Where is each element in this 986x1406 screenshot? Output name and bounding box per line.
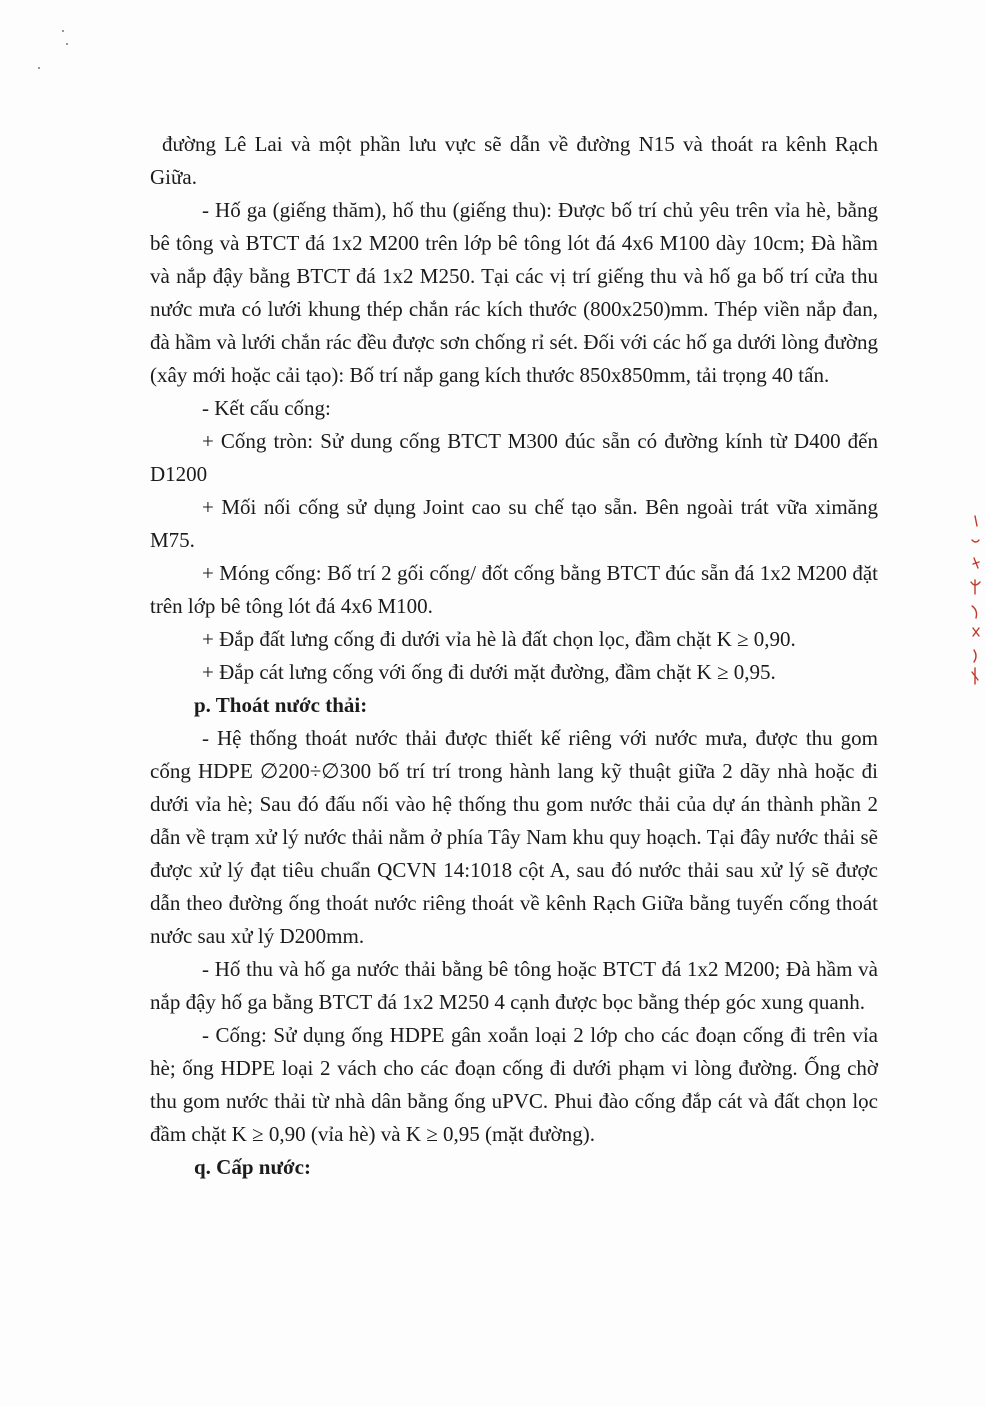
paragraph: - Hố thu và hố ga nước thải bằng bê tông hoặc BTCT đá 1x2 M200; Đà hầm và nắp đậy hố ga bằng BTCT đá 1x2 M250 4 cạnh được bọc bằng thép góc xung quanh. [150,957,878,1014]
scan-speck [38,67,40,69]
scan-speck [66,43,68,45]
paragraph: - Kết cấu cống: [202,396,331,420]
paragraph: + Đắp đất lưng cống đi dưới vỉa hè là đất chọn lọc, đầm chặt K ≥ 0,90. [202,627,796,651]
paragraph: - Hố ga (giếng thăm), hố thu (giếng thu): Được bố trí chủ yêu trên vỉa hè, bằng bê tông và BTCT đá 1x2 M200 trên lớp bê tông lót đá 4x6 M100 dày 10cm; Đà hầm và nắp đậy bằng BTCT đá 1x2 M250. Tại các vị trí giếng thu và hố ga bố trí cửa thu nước mưa có lưới khung thép chắn rác kích thước (800x250)mm. Thép viền nắp đan, đà hầm và lưới chắn rác đều được sơn chống rỉ sét. Đối với các hố ga dưới lòng đường (xây mới hoặc cải tạo): Bố trí nắp gang kích thước 850x850mm, tải trọng 40 tấn. [150,198,878,387]
red-stamp-mark [966,510,984,690]
document-body [150,128,878,1184]
section-heading: q. Cấp nước: [194,1155,311,1179]
paragraph: + Móng cống: Bố trí 2 gối cống/ đốt cống bằng BTCT đúc sẵn đá 1x2 M200 đặt trên lớp bê tông lót đá 4x6 M100. [150,561,878,618]
paragraph: đường Lê Lai và một phần lưu vực sẽ dẫn về đường N15 và thoát ra kênh Rạch Giữa. [150,132,878,189]
paragraph: - Hệ thống thoát nước thải được thiết kế riêng với nước mưa, được thu gom cống HDPE ∅200÷∅300 bố trí trí trong hành lang kỹ thuật giữa 2 dãy nhà hoặc đi dưới vỉa hè; Sau đó đấu nối vào hệ thống thu gom nước thải của dự án thành phần 2 dẫn về trạm xử lý nước thải nằm ở phía Tây Nam khu quy hoạch. Tại đây nước thải sẽ được xử lý đạt tiêu chuẩn QCVN 14:1018 cột A, sau đó nước thải sau xử lý sẽ được dẫn theo đường ống thoát nước riêng thoát về kênh Rạch Giữa bằng tuyến cống thoát nước sau xử lý D200mm. [150,726,878,948]
paragraph: - Cống: Sử dụng ống HDPE gân xoắn loại 2 lớp cho các đoạn cống đi trên vỉa hè; ống HDPE loại 2 vách cho các đoạn cống đi dưới phạm vi lòng đường. Ống chờ thu gom nước thải từ nhà dân bằng ống uPVC. Phui đào cống đắp cát và đất chọn lọc đầm chặt K ≥ 0,90 (vỉa hè) và K ≥ 0,95 (mặt đường). [150,1023,878,1146]
paragraph: + Đắp cát lưng cống với ống đi dưới mặt đường, đầm chặt K ≥ 0,95. [202,660,776,684]
paragraph: + Cống tròn: Sử dung cống BTCT M300 đúc sẵn có đường kính từ D400 đến D1200 [150,429,878,486]
section-heading: p. Thoát nước thải: [194,693,368,717]
scan-speck [62,30,64,32]
paragraph: + Mối nối cống sử dụng Joint cao su chế tạo sẵn. Bên ngoài trát vữa ximăng M75. [150,495,878,552]
